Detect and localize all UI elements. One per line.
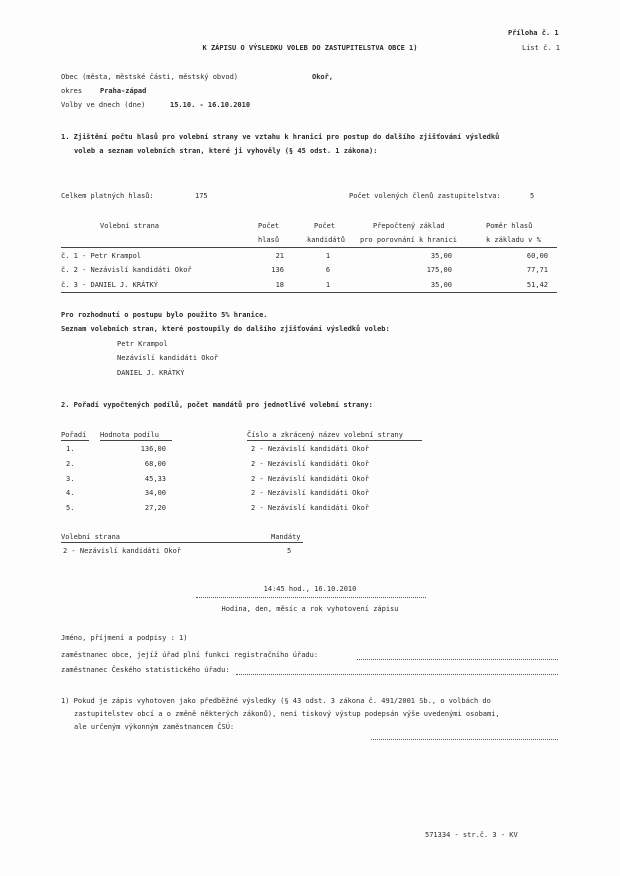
district-value: Praha-západ xyxy=(100,87,147,95)
share-header-underline xyxy=(100,440,172,441)
share-value: 27,20 xyxy=(144,504,166,512)
statistics-signature-label: zaměstnanec Českého statistického úřadu: xyxy=(61,666,230,674)
sheet-number: List č. 1 xyxy=(522,44,560,52)
section1-heading-cont: voleb a seznam volebních stran, které ji vyhověly (§ 45 odst. 1 zákona): xyxy=(74,147,378,155)
share-value: 136,00 xyxy=(140,445,166,453)
share-value: 34,00 xyxy=(144,489,166,497)
total-votes-label: Celkem platných hlasů: xyxy=(61,192,154,200)
statistics-signature-line xyxy=(236,674,558,675)
share-party: 2 - Nezávislí kandidáti Okoř xyxy=(251,489,370,497)
table-cell-votes: 18 xyxy=(275,281,284,289)
section1-heading: 1. Zjištění počtu hlasů pro volební strany ve vztahu k hranici pro postup do dalšího zjišťování výsledků xyxy=(61,133,500,141)
col-votes-header: Počet xyxy=(258,222,280,230)
table-cell-ratio: 77,71 xyxy=(526,266,548,274)
mandates-party: 2 - Nezávislí kandidáti Okoř xyxy=(63,547,182,555)
table-row: 2. xyxy=(66,460,75,468)
mandates-party-header: Volební strana xyxy=(61,533,121,541)
col-order-header: Pořadí xyxy=(61,431,87,439)
election-dates-label: Volby ve dnech (dne) xyxy=(61,101,146,109)
table1-bottom-rule xyxy=(61,292,557,293)
col-ratio-header-2: k základu v % xyxy=(486,236,541,244)
party-header-underline xyxy=(247,440,422,441)
table-cell-ratio: 60,00 xyxy=(526,252,548,260)
district-label: okres xyxy=(61,87,83,95)
table1-header-rule xyxy=(61,247,557,248)
footnote-line-1: 1) Pokud je zápis vyhotoven jako předběžné výsledky (§ 43 odst. 3 zákona č. 491/2001 Sb., o volbách do xyxy=(61,697,491,705)
table-cell-basis: 35,00 xyxy=(430,252,452,260)
total-votes-value: 175 xyxy=(195,192,208,200)
table-cell-candidates: 1 xyxy=(325,281,331,289)
table-cell-basis: 35,00 xyxy=(430,281,452,289)
col-candidates-header-2: kandidátů xyxy=(307,236,345,244)
table-row: č. 1 - Petr Krampol xyxy=(61,252,142,260)
share-value: 68,00 xyxy=(144,460,166,468)
signatures-label: Jméno, příjmení a podpisy : 1) xyxy=(61,634,188,642)
table-cell-votes: 136 xyxy=(271,266,284,274)
col-party-header: Číslo a zkrácený název volební strany xyxy=(247,431,403,439)
table-row: 5. xyxy=(66,504,75,512)
members-value: 5 xyxy=(530,192,535,200)
timestamp-dotted-line xyxy=(196,597,426,598)
col-candidates-header: Počet xyxy=(314,222,336,230)
advanced-list-label: Seznam volebních stran, které postoupily do dalšího zjišťování výsledků voleb: xyxy=(61,325,390,333)
table-row: 1. xyxy=(66,445,75,453)
col-party-header: Volební strana xyxy=(100,222,160,230)
mandates-header-rule xyxy=(61,542,303,543)
municipality-label: Obec (města, městské části, městský obvod) xyxy=(61,73,239,81)
document-title: K ZÁPISU O VÝSLEDKU VOLEB DO ZASTUPITELSTVA OBCE 1) xyxy=(202,44,418,52)
col-ratio-header: Poměr hlasů xyxy=(486,222,533,230)
appendix-label: Příloha č. 1 xyxy=(508,29,559,37)
timestamp-caption: Hodina, den, měsíc a rok vyhotovení zápisu xyxy=(221,605,399,613)
col-votes-header-2: hlasů xyxy=(258,236,280,244)
footnote-line-3: ale určeným výkonným zaměstnancem ČSÚ: xyxy=(74,723,235,731)
mandates-count: 5 xyxy=(287,547,292,555)
list-item: Petr Krampol xyxy=(117,340,168,348)
list-item: Nezávislí kandidáti Okoř xyxy=(117,354,219,362)
threshold-note: Pro rozhodnutí o postupu bylo použito 5% hranice. xyxy=(61,311,268,319)
election-dates-value: 15.10. - 16.10.2010 xyxy=(170,101,251,109)
page-code: 571334 - str.č. 3 - KV xyxy=(425,831,518,839)
registrar-signature-label: zaměstnanec obce, jejíž úřad plní funkci registračního úřadu: xyxy=(61,651,319,659)
share-party: 2 - Nezávislí kandidáti Okoř xyxy=(251,445,370,453)
table-row: č. 3 - DANIEL J. KRÁTKÝ xyxy=(61,281,158,289)
table-cell-ratio: 51,42 xyxy=(526,281,548,289)
order-header-underline xyxy=(61,440,89,441)
col-basis-header: Přepočtený základ xyxy=(373,222,445,230)
share-party: 2 - Nezávislí kandidáti Okoř xyxy=(251,504,370,512)
table-row: 3. xyxy=(66,475,75,483)
list-item: DANIEL J. KRÁTKÝ xyxy=(117,369,185,377)
share-value: 45,33 xyxy=(144,475,166,483)
table-row: č. 2 - Nezávislí kandidáti Okoř xyxy=(61,266,192,274)
col-basis-header-2: pro porovnání k hranici xyxy=(360,236,457,244)
registrar-signature-line xyxy=(357,659,558,660)
timestamp: 14:45 hod., 16.10.2010 xyxy=(263,585,357,593)
mandates-count-header: Mandáty xyxy=(271,533,301,541)
section2-heading: 2. Pořadí vypočtených podílů, počet mandátů pro jednotlivé volební strany: xyxy=(61,401,373,409)
table-row: 4. xyxy=(66,489,75,497)
municipality-value: Okoř, xyxy=(312,73,334,81)
footnote-line-2: zastupitelstev obcí a o změně některých zákonů), není tiskový výstup podepsán výše uvedenými osobami, xyxy=(74,710,500,718)
table-cell-candidates: 6 xyxy=(325,266,331,274)
members-label: Počet volených členů zastupitelstva: xyxy=(349,192,501,200)
table-cell-votes: 21 xyxy=(275,252,284,260)
col-share-header: Hodnota podílu xyxy=(100,431,160,439)
employee-signature-line xyxy=(371,739,558,740)
table-cell-basis: 175,00 xyxy=(426,266,452,274)
share-party: 2 - Nezávislí kandidáti Okoř xyxy=(251,460,370,468)
table-cell-candidates: 1 xyxy=(325,252,331,260)
share-party: 2 - Nezávislí kandidáti Okoř xyxy=(251,475,370,483)
